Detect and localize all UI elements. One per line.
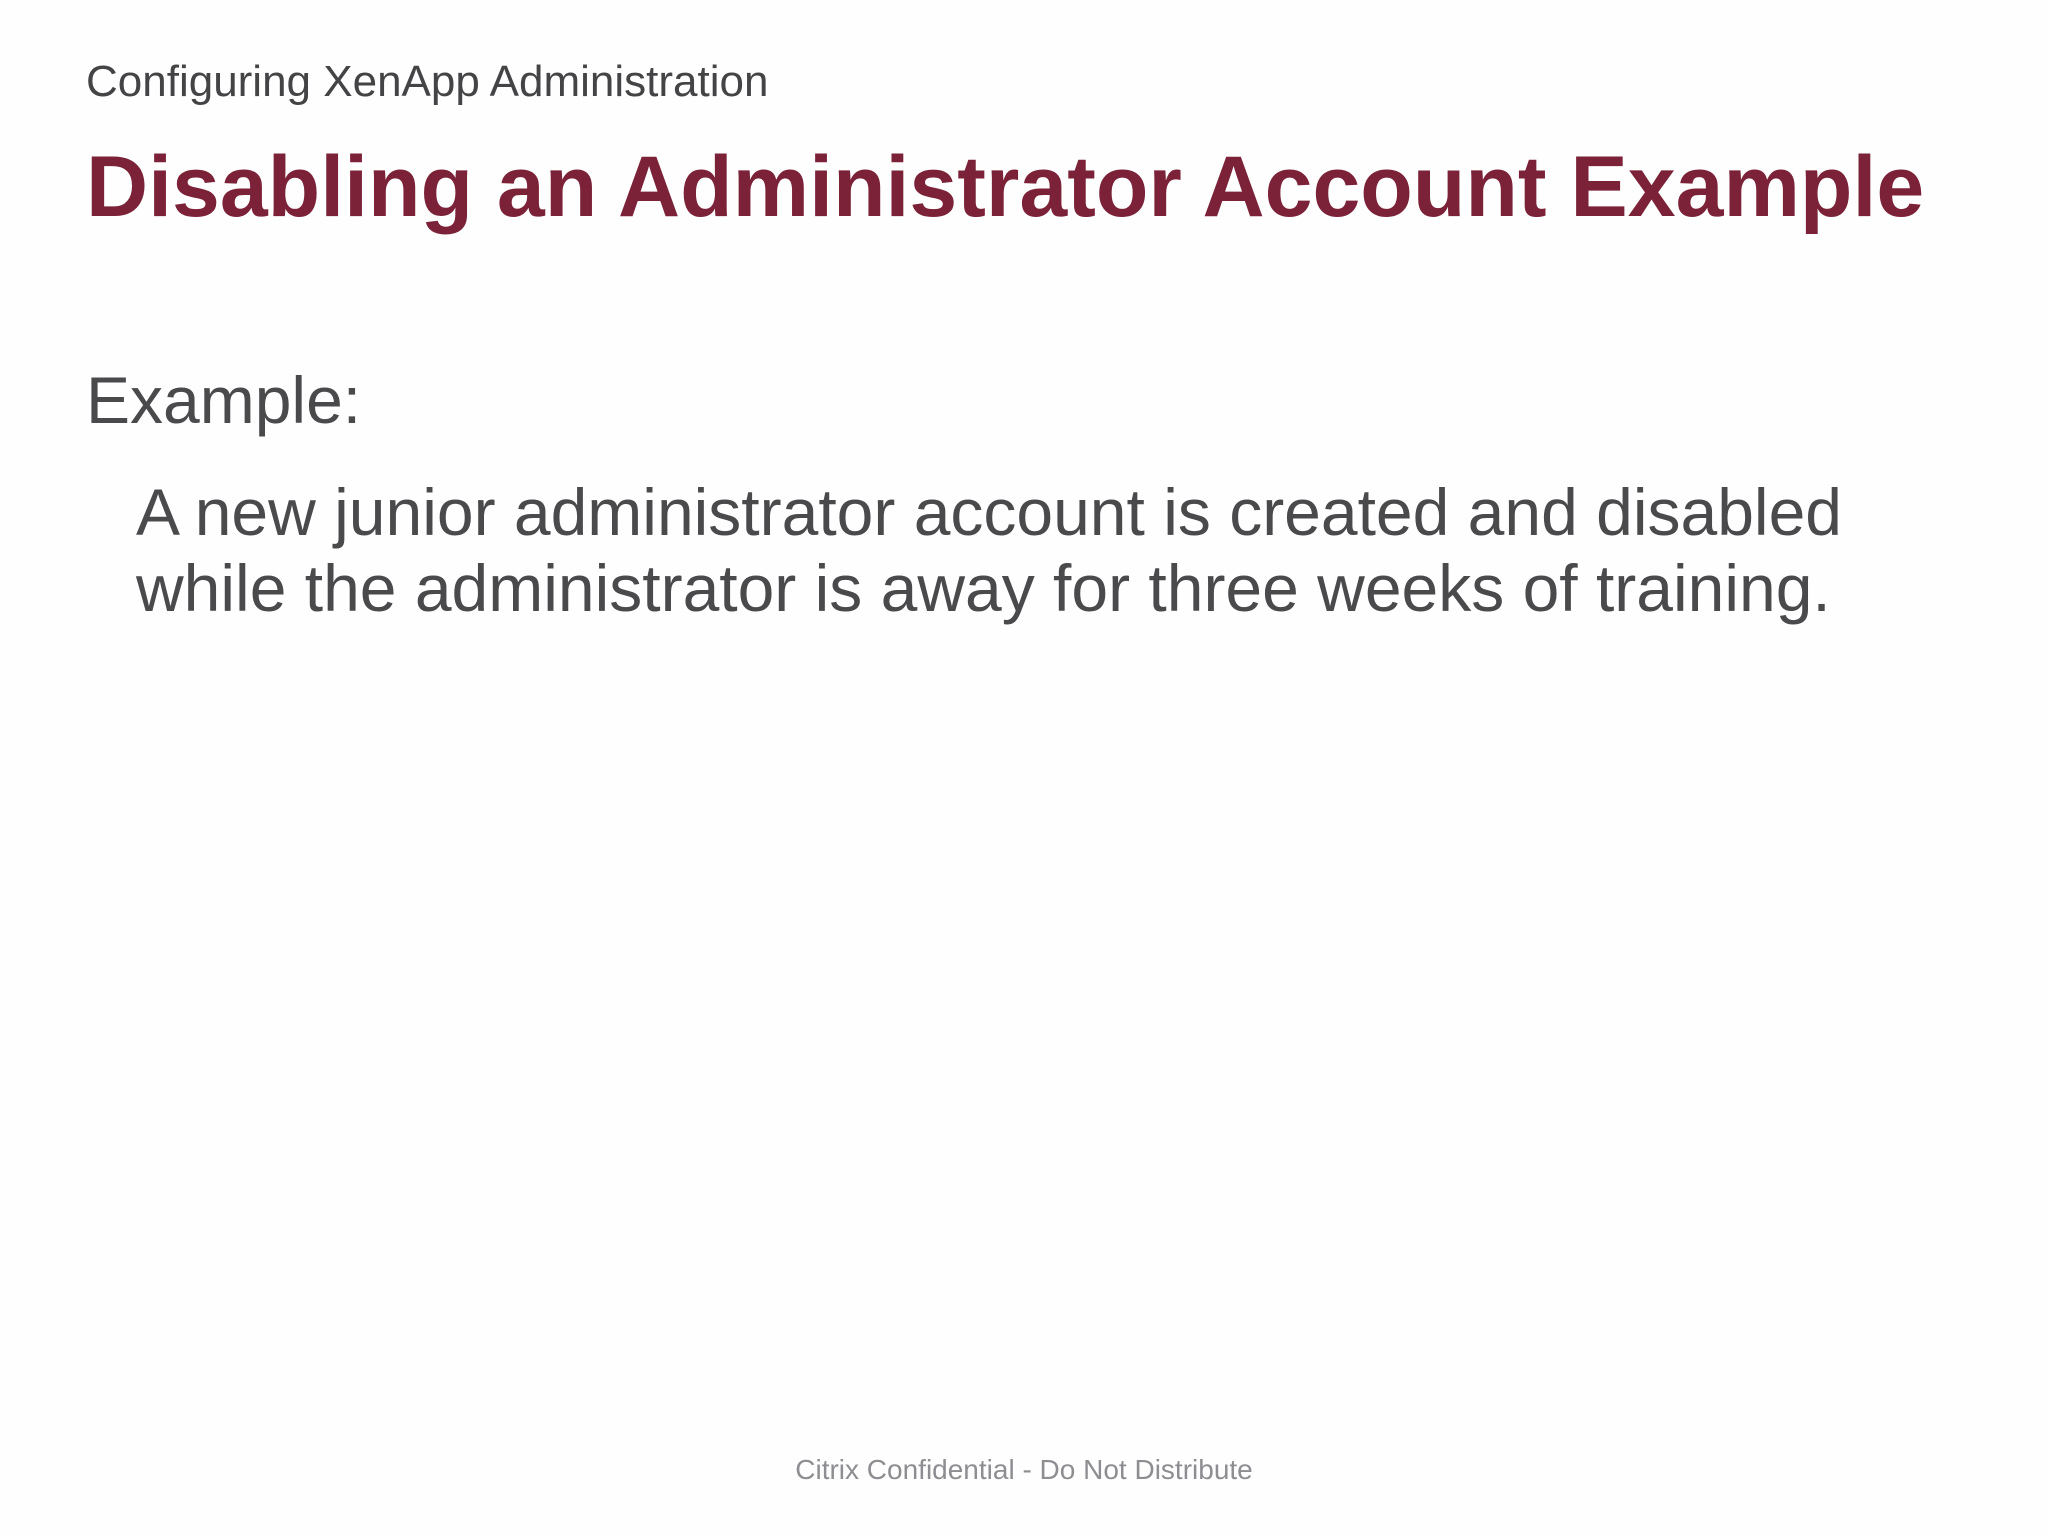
example-body-text: A new junior administrator account is created and disabled while the administrator is away for three weeks of training.: [136, 475, 1842, 625]
slide-title: Disabling an Administrator Account Example: [86, 139, 1925, 235]
example-heading: Example:: [86, 363, 362, 437]
section-label: Configuring XenApp Administration: [86, 57, 769, 106]
confidentiality-footer: Citrix Confidential - Do Not Distribute: [795, 1454, 1253, 1485]
slide-content: [86, 360, 1986, 626]
